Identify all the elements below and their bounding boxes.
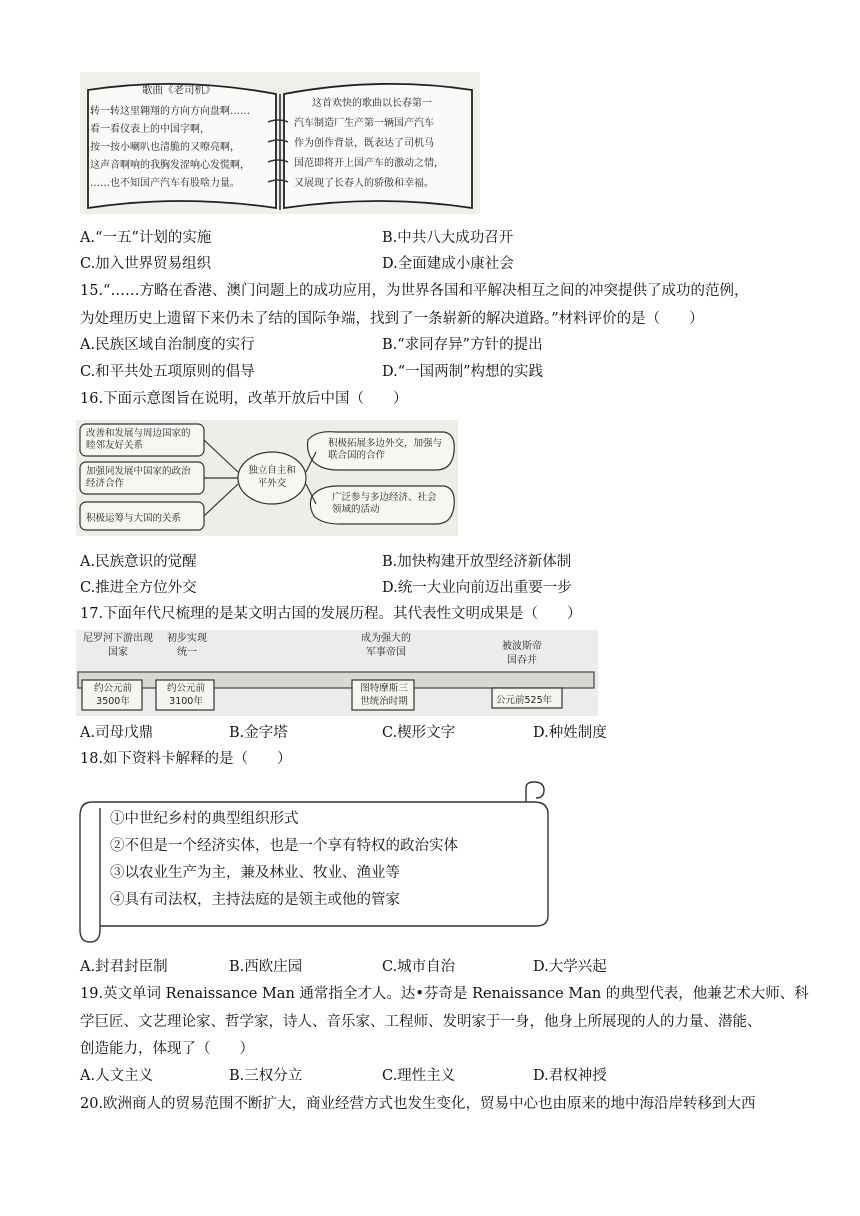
book-right-line: 汽车制造厂生产第一辆国产汽车 bbox=[294, 118, 434, 129]
question-16-stem: 16.下面示意图旨在说明，改革开放后中国（ ） bbox=[80, 391, 408, 407]
question-15-stem: 为处理历史上遗留下来仍未了结的国际争端，找到了一条崭新的解决道路。”材料评价的是（ ） bbox=[80, 311, 704, 327]
option-a[interactable]: A.民族意识的觉醒 bbox=[80, 554, 197, 570]
question-20-stem: 20.欧洲商人的贸易范围不断扩大，商业经营方式也发生变化，贸易中心也由原来的地中海沿岸转移到大西 bbox=[80, 1096, 756, 1112]
timeline-top-label: 初步实现统一 bbox=[167, 633, 207, 658]
timeline-box: 约公元前3500年 bbox=[93, 683, 132, 707]
option-b[interactable]: B.西欧庄园 bbox=[229, 959, 303, 975]
card-item: ④具有司法权，主持法庭的是领主或他的管家 bbox=[110, 892, 400, 908]
option-c[interactable]: C.和平共处五项原则的倡导 bbox=[80, 364, 255, 380]
diagram-left-item: 加强同发展中国家的政治经济合作 bbox=[86, 466, 191, 489]
timeline-box: 图特摩斯三世统治时期 bbox=[360, 683, 408, 707]
book-left-line: 这声音啊响的我胸发涩响心发慌啊， bbox=[90, 160, 250, 171]
book-left-line: 看一看仪表上的中国字啊， bbox=[90, 124, 210, 135]
option-d[interactable]: D.君权神授 bbox=[533, 1068, 607, 1084]
option-a[interactable]: A.“一五”计划的实施 bbox=[80, 230, 212, 246]
timeline-top-label: 成为强大的军事帝国 bbox=[361, 633, 411, 658]
book-left-line: 转一转这里翱翔的方向方向盘啊…… bbox=[90, 106, 250, 117]
option-c[interactable]: C.楔形文字 bbox=[382, 725, 456, 741]
diplomacy-diagram bbox=[76, 420, 458, 536]
option-c[interactable]: C.理性主义 bbox=[382, 1068, 456, 1084]
option-b[interactable]: B.“求同存异”方针的提出 bbox=[382, 337, 543, 353]
book-right-line: 作为创作背景，既表达了司机马 bbox=[294, 138, 434, 149]
diagram-left-item: 改善和发展与周边国家的睦邻友好关系 bbox=[86, 428, 191, 451]
timeline-box: 公元前525年 bbox=[496, 695, 553, 706]
option-b[interactable]: B.三权分立 bbox=[229, 1068, 303, 1084]
book-illustration bbox=[80, 72, 480, 214]
timeline-figure bbox=[76, 630, 598, 716]
option-a[interactable]: A.人文主义 bbox=[80, 1068, 154, 1084]
card-item: ①中世纪乡村的典型组织形式 bbox=[110, 811, 299, 827]
diagram-center: 独立自主和平外交 bbox=[248, 465, 296, 489]
book-right-line: 又展现了长春人的骄傲和幸福。 bbox=[294, 178, 434, 189]
option-a[interactable]: A.司母戊鼎 bbox=[80, 725, 154, 741]
option-b[interactable]: B.中共八大成功召开 bbox=[382, 230, 514, 246]
book-left-line: 按一按小喇叭也清脆的又嘹亮啊， bbox=[90, 142, 240, 153]
question-15-stem: 15.“……方略在香港、澳门问题上的成功应用，为世界各国和平解决相互之间的冲突提供了成功的范例， bbox=[80, 283, 749, 299]
question-19-stem: 创造能力，体现了（ ） bbox=[80, 1041, 254, 1057]
option-d[interactable]: D.种姓制度 bbox=[533, 725, 607, 741]
book-left-line: ……也不知国产汽车有股啥力量。 bbox=[90, 178, 240, 189]
option-d[interactable]: D.“一国两制”构想的实践 bbox=[382, 364, 544, 380]
diagram-left-item: 积极运筹与大国的关系 bbox=[86, 513, 182, 524]
timeline-top-label: 尼罗河下游出现国家 bbox=[83, 633, 153, 658]
option-c[interactable]: C.加入世界贸易组织 bbox=[80, 256, 212, 272]
timeline-box: 约公元前3100年 bbox=[166, 683, 205, 707]
diagram-right-item: 广泛参与多边经济、社会领域的活动 bbox=[332, 492, 437, 515]
diagram-right-item: 积极拓展多边外交，加强与联合国的合作 bbox=[328, 438, 443, 461]
option-d[interactable]: D.统一大业向前迈出重要一步 bbox=[382, 580, 572, 596]
scroll-card bbox=[78, 780, 552, 946]
option-c[interactable]: C.推进全方位外交 bbox=[80, 580, 197, 596]
option-b[interactable]: B.加快构建开放型经济新体制 bbox=[382, 554, 572, 570]
option-a[interactable]: A.封君封臣制 bbox=[80, 959, 168, 975]
book-right-line: 这首欢快的歌曲以长春第一 bbox=[312, 98, 432, 109]
timeline-top-label: 被波斯帝国吞并 bbox=[502, 641, 542, 666]
option-b[interactable]: B.金字塔 bbox=[229, 725, 288, 741]
option-a[interactable]: A.民族区域自治制度的实行 bbox=[80, 337, 255, 353]
card-item: ②不但是一个经济实体，也是一个享有特权的政治实体 bbox=[110, 838, 458, 854]
question-18-stem: 18.如下资料卡解释的是（ ） bbox=[80, 751, 292, 767]
option-c[interactable]: C.城市自治 bbox=[382, 959, 456, 975]
card-item: ③以农业生产为主，兼及林业、牧业、渔业等 bbox=[110, 865, 400, 881]
question-19-stem: 学巨匠、文艺理论家、哲学家，诗人、音乐家、工程师、发明家于一身，他身上所展现的人的力量、潜能、 bbox=[80, 1014, 762, 1030]
question-17-stem: 17.下面年代尺梳理的是某文明古国的发展历程。其代表性文明成果是（ ） bbox=[80, 606, 582, 622]
book-left-title: 歌曲《老司机》 bbox=[142, 84, 216, 96]
option-d[interactable]: D.全面建成小康社会 bbox=[382, 256, 514, 272]
book-right-line: 国范即将开上国产车的激动之情， bbox=[294, 158, 444, 169]
question-19-stem: 19.英文单词 Renaissance Man 通常指全才人。达•芬奇是 Renaissance Man 的典型代表，他兼艺术大师、科 bbox=[80, 986, 809, 1002]
option-d[interactable]: D.大学兴起 bbox=[533, 959, 607, 975]
